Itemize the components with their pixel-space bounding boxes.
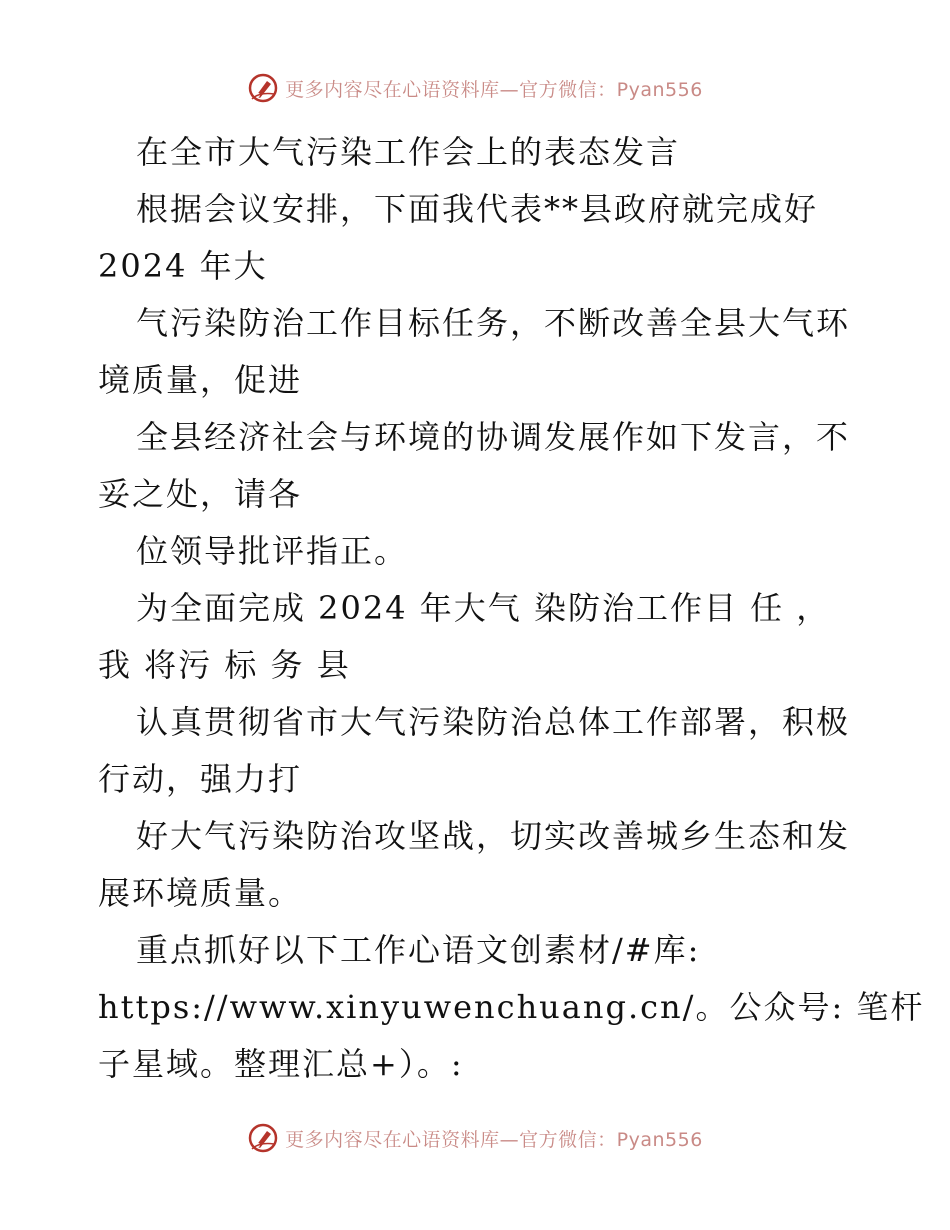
- text-line: 子星域。整理汇总+）。:: [98, 1045, 464, 1083]
- watermark-text: 更多内容尽在心语资料库—官方微信：Pyan556: [285, 1128, 703, 1151]
- pen-nib-logo-icon: [247, 1122, 279, 1154]
- text-line: 全县经济社会与环境的协调发展作如下发言，不: [136, 418, 851, 456]
- text-line: 认真贯彻省市大气污染防治总体工作部署，积极: [136, 703, 851, 741]
- text-line: 我 将污 标 务 县: [98, 646, 351, 684]
- text-line: 妥之处，请各: [98, 475, 303, 513]
- text-line: 展环境质量。: [98, 874, 303, 912]
- text-line: 气污染防治工作目标任务，不断改善全县大气环: [136, 304, 851, 342]
- text-line: 重点抓好以下工作心语文创素材/#库:: [136, 931, 701, 969]
- footer-watermark: [0, 1122, 950, 1154]
- text-line: 位领导批评指正。: [136, 532, 409, 570]
- text-line: 行动，强力打: [98, 760, 303, 798]
- text-line: 境质量，促进: [98, 361, 303, 399]
- text-line: 2024 年大: [98, 247, 268, 285]
- text-line: 根据会议安排，下面我代表**县政府就完成好: [136, 190, 819, 228]
- document-body: [98, 124, 925, 1093]
- text-line: 在全市大气污染工作会上的表态发言: [136, 133, 681, 171]
- watermark-text: 更多内容尽在心语资料库—官方微信：Pyan556: [285, 78, 703, 101]
- text-line: 为全面完成 2024 年大气 染防治工作目 任 ，: [136, 589, 831, 627]
- text-line: 好大气污染防治攻坚战，切实改善城乡生态和发: [136, 817, 851, 855]
- pen-nib-logo-icon: [247, 72, 279, 104]
- text-line: https://www.xinyuwenchuang.cn/。公众号: 笔杆: [98, 988, 925, 1026]
- header-watermark: [0, 72, 950, 104]
